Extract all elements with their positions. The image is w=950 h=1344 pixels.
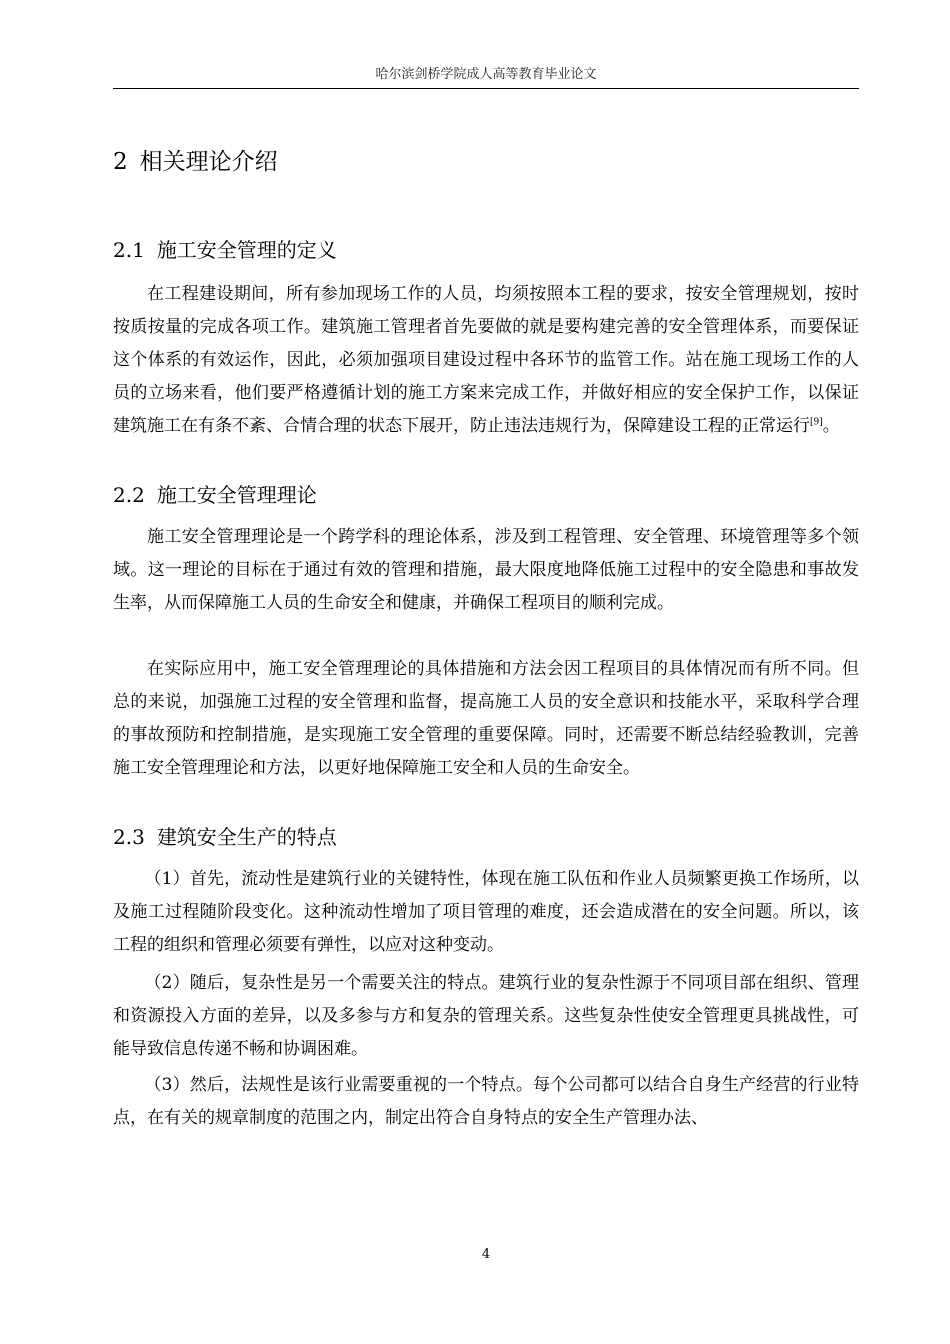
section-title: 建筑安全生产的特点 (156, 825, 337, 849)
section-number: 2.1 (113, 238, 145, 262)
list-item-2: （2）随后，复杂性是另一个需要关注的特点。建筑行业的复杂性源于不同项目部在组织、管理和资源投入方面的差异，以及多参与方和复杂的管理关系。这些复杂性使安全管理更具挑战性，可能导致信息传递不畅和协调困难。 (113, 973, 859, 1059)
paragraph-2-2-2: 在实际应用中，施工安全管理理论的具体措施和方法会因工程项目的具体情况而有所不同。但总的来说，加强施工过程的安全管理和监督，提高施工人员的安全意识和技能水平，采取科学合理的事故预防和控制措施，是实现施工安全管理的重要保障。同时，还需要不断总结经验教训，完善施工安全管理理论和方法，以更好地保障施工安全和人员的生命安全。 (113, 659, 859, 778)
paragraph-text: 在工程建设期间，所有参加现场工作的人员，均须按照本工程的要求，按安全管理规划，按时按质按量的完成各项工作。建筑施工管理者首先要做的就是要构建完善的安全管理体系，而要保证这个体系的有效运作，因此，必须加强项目建设过程中各环节的监管工作。站在施工现场工作的人员的立场来看，他们要严格遵循计划的施工方案来完成工作，并做好相应的安全保护工作，以保证建筑施工在有条不紊、合情合理的状态下展开，防止违法违规行为，保障建设工程的正常运行 (113, 284, 859, 436)
section-heading-2-2 (113, 480, 317, 510)
chapter-heading (113, 146, 278, 178)
section-number: 2.2 (113, 483, 145, 507)
header-divider (113, 88, 859, 89)
section-title: 施工安全管理理论 (156, 483, 317, 507)
page-number: 4 (481, 1247, 491, 1262)
paragraph-2-1-1 (113, 278, 859, 443)
list-item-3: （3）然后，法规性是该行业需要重视的一个特点。每个公司都可以结合自身生产经营的行业特点，在有关的规章制度的范围之内，制定出符合自身特点的安全生产管理办法、 (113, 1075, 859, 1128)
section-heading-2-3 (113, 822, 337, 852)
section-heading-2-1 (113, 235, 337, 265)
paragraph-2-2-1: 施工安全管理理论是一个跨学科的理论体系，涉及到工程管理、安全管理、环境管理等多个领域。这一理论的目标在于通过有效的管理和措施，最大限度地降低施工过程中的安全隐患和事故发生率，从而保障施工人员的生命安全和健康，并确保工程项目的顺利完成。 (113, 527, 859, 613)
running-header: 哈尔滨剑桥学院成人高等教育毕业论文 (375, 67, 597, 82)
list-item-1: （1）首先，流动性是建筑行业的关键特性，体现在施工队伍和作业人员频繁更换工作场所，以及施工过程随阶段变化。这种流动性增加了项目管理的难度，还会造成潜在的安全问题。所以，该工程的组织和管理必须要有弹性，以应对这种变动。 (113, 869, 859, 955)
paragraph-ending: 。 (822, 416, 840, 436)
section-number: 2.3 (113, 825, 145, 849)
section-title: 施工安全管理的定义 (156, 238, 337, 262)
chapter-title: 相关理论介绍 (139, 149, 278, 175)
citation-marker: [9] (810, 417, 823, 428)
chapter-number: 2 (113, 149, 128, 175)
